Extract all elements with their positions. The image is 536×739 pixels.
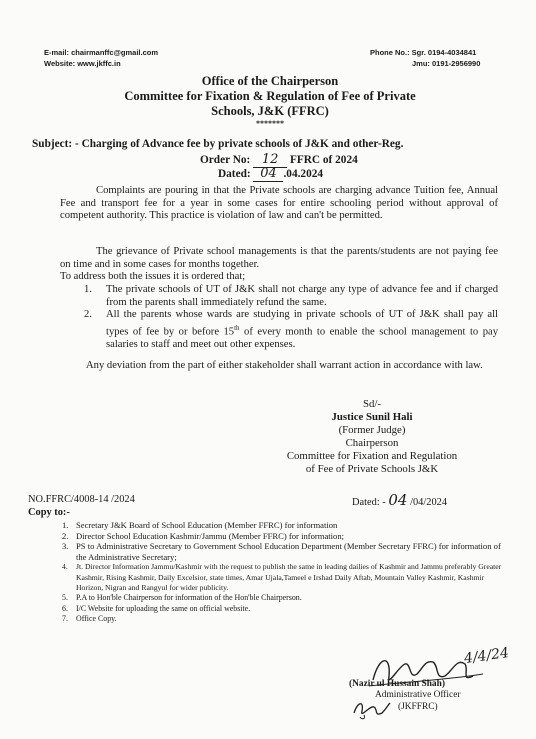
copy-item-text: PS to Administrative Secretary to Government School Education Department (Member Secretary FFRC) for information of the Administrative Secretary;	[76, 541, 501, 562]
stars-divider: *******	[256, 119, 284, 128]
order-item-number: 2.	[84, 309, 92, 321]
order-dated-label: Dated:	[218, 168, 251, 180]
reference-date	[352, 491, 447, 509]
jmu-phone-line: Jmu: 0191-2956990	[412, 59, 481, 68]
officer-organisation: (JKFFRC)	[398, 702, 438, 712]
copy-to-heading: Copy to:-	[28, 507, 70, 518]
reference-date-suffix: /04/2024	[410, 497, 448, 508]
order-number-handwritten: 12	[253, 152, 287, 168]
email-line: E-mail: chairmanffc@gmail.com	[44, 48, 159, 57]
paragraph-order-intro: To address both the issues it is ordered that;	[60, 271, 246, 282]
copy-item-number: 5.	[62, 592, 68, 602]
officer-role: Administrative Officer	[375, 690, 461, 700]
copy-item-number: 6.	[62, 603, 68, 613]
signatory-former: (Former Judge)	[338, 424, 406, 436]
order-suffix: FFRC of 2024	[289, 154, 358, 166]
phone-line: Phone No.: Sgr. 0194-4034841	[370, 48, 477, 57]
copy-item	[62, 531, 502, 542]
copy-item-number: 2.	[62, 530, 69, 541]
copy-item-number: 7.	[62, 614, 68, 624]
copy-item-number: 1.	[62, 520, 69, 530]
copy-item-text: Secretary J&K Board of School Education (Member FFRC) for information	[76, 520, 338, 530]
copy-item	[62, 541, 502, 562]
copy-item	[62, 593, 502, 604]
order-items	[84, 284, 498, 352]
initials-scribble	[350, 697, 394, 721]
copy-item-text: Office Copy.	[76, 614, 117, 624]
website-line: Website: www.jkffc.in	[44, 59, 121, 68]
signatory-role: Chairperson	[345, 437, 399, 449]
copy-item-number: 3.	[62, 541, 69, 552]
copy-item-number: 4.	[62, 562, 68, 572]
copy-item-text: I/C Website for uploading the same on official website.	[76, 603, 251, 613]
order-item-text-before: All the parents whose wards are studying in private schools of UT of J&K shall pay all types of fee by or before 15	[106, 309, 498, 338]
reference-number: NO.FFRC/4008-14 /2024	[28, 494, 135, 505]
copy-item	[62, 562, 502, 593]
copy-item	[62, 520, 502, 531]
officer-name: (Nazir ul Hussain Shah)	[349, 679, 445, 689]
signatory-name: Justice Sunil Hali	[331, 411, 413, 423]
copy-item-text: P.A to Hon'ble Chairperson for information of the Hon'ble Chairperson.	[76, 592, 302, 602]
signatory-committee-2: of Fee of Private Schools J&K	[305, 463, 439, 475]
order-date-handwritten: 04	[253, 166, 283, 182]
order-label: Order No:	[200, 154, 251, 166]
paragraph-grievance: The grievance of Private school managements is that the parents/students are not paying fee on time and in some cases for months together.	[60, 246, 498, 270]
office-heading	[60, 74, 480, 128]
office-line-2: Committee for Fixation & Regulation of Fee of Private	[124, 89, 416, 103]
copy-item-text: Jt. Director Information Jammu/Kashmir with the request to publish the same in leading dailies of Kashmir and Jammu preferably Greater Kashmir, Rising Kashmir, Daily Excelsior, state times, Amar Ujala,Tameel e Irshad Daily Aftab, Mountain Valley Kashmir, Kashmir Horizon, Nigran and Rangyul for wider publicity.	[76, 562, 502, 592]
reference-date-handwritten: 04	[388, 491, 408, 509]
copy-list	[62, 520, 502, 625]
reference-dated-label: Dated: -	[352, 497, 386, 508]
order-item	[84, 284, 498, 309]
order-item	[84, 309, 498, 351]
order-item-text: The private schools of UT of J&K shall not charge any type of advance fee and if charged from the parents shall immediately refund the same.	[106, 284, 498, 308]
sd-mark: Sd/-	[363, 398, 381, 410]
order-date-suffix: .04.2024	[283, 168, 324, 180]
signatory-committee-1: Committee for Fixation and Regulation	[286, 450, 458, 462]
order-item-number: 1.	[84, 284, 92, 295]
copy-item	[62, 614, 502, 625]
officer-handwritten-date: 4/4/24	[463, 644, 510, 668]
order-date	[218, 166, 323, 182]
paragraph-deviation: Any deviation from the part of either stakeholder shall warrant action in accordance with law.	[86, 360, 483, 371]
signature-block	[272, 398, 472, 476]
order-item-superscript: th	[234, 323, 240, 332]
office-line-3: Schools, J&K (FFRC)	[211, 104, 329, 118]
office-line-1: Office of the Chairperson	[201, 74, 339, 88]
subject-line: Subject: - Charging of Advance fee by private schools of J&K and other-Reg.	[32, 138, 404, 150]
copy-item	[62, 604, 502, 615]
copy-item-text: Director School Education Kashmir/Jammu (Member FFRC) for information;	[76, 530, 345, 541]
paragraph-complaints: Complaints are pouring in that the Private schools are charging advance Tuition fee, Annual Fee and transport fee for a year in some cases for entire schooling period without approval of competent authority. This practice is violation of law and can't be permitted.	[60, 185, 498, 222]
order-item-text-after: of every month to enable the school management to pay salaries to staff and meet out other expenses.	[106, 326, 498, 350]
